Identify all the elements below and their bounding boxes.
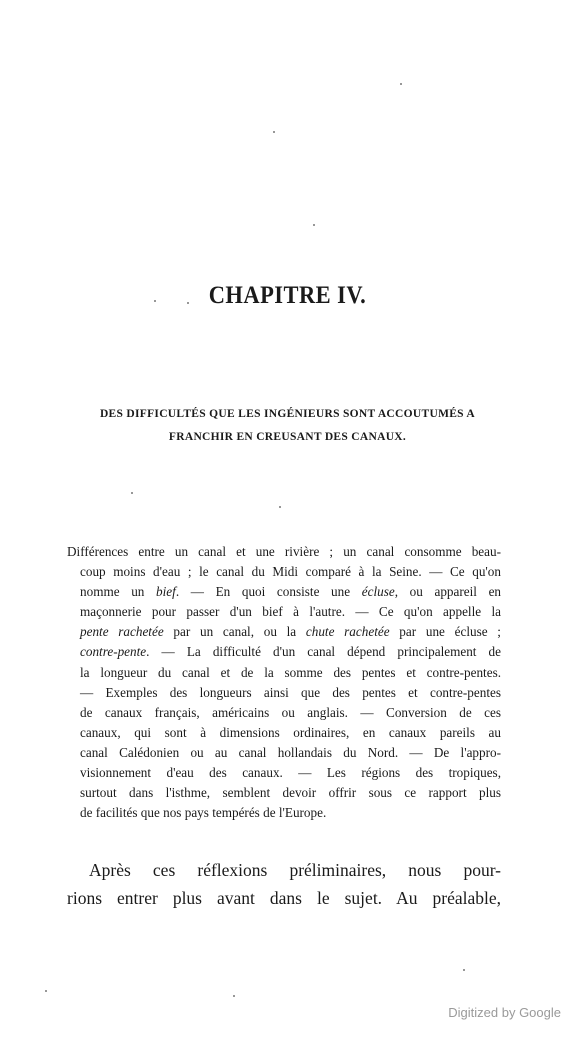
summary-term-chute-rachetee: chute rachetée [305, 624, 390, 640]
scan-speck [233, 995, 235, 997]
body-line: rions entrer plus avant dans le sujet. Au préalable, [67, 888, 501, 908]
scan-speck [45, 990, 47, 992]
summary-line: Différences entre un canal et une rivière ; un canal consomme beau- [67, 544, 501, 559]
summary-line: canal Calédonien ou au canal hollandais du Nord. — De l'appro- [80, 744, 501, 760]
scan-speck [463, 969, 465, 971]
scan-speck [279, 506, 281, 508]
summary-term-pente-rachetee: pente rachetée [80, 624, 164, 640]
summary-line: la longueur du canal et de la somme des pentes et contre-pentes. [80, 664, 501, 680]
summary-term-bief: bief [156, 584, 176, 600]
chapter-title: CHAPITRE IV. [208, 282, 367, 309]
summary-line: de facilités que nos pays tempérés de l'Europe. [80, 805, 327, 821]
summary-line: de canaux français, américains ou anglais. — Conversion de ces [80, 704, 501, 720]
scan-speck [131, 492, 133, 494]
scan-speck [273, 131, 275, 133]
summary-line: — Exemples des longueurs ainsi que des pentes et contre-pentes [80, 684, 501, 700]
summary-line: nomme un bief. — En quoi consiste une écluse, ou appareil en [80, 584, 502, 600]
chapter-summary [67, 542, 501, 823]
summary-line: contre-pente. — La difficulté d'un canal dépend principalement de [80, 644, 501, 660]
summary-line: maçonnerie pour passer d'un bief à l'autre. — Ce qu'on appelle la [80, 604, 501, 620]
scan-speck [154, 300, 156, 302]
chapter-subtitle-line-1: DES DIFFICULTÉS QUE LES INGÉNIEURS SONT ACCOUTUMÉS A [99, 408, 476, 420]
summary-term-ecluse: écluse [361, 584, 395, 600]
summary-term-contre-pente: contre-pente [80, 644, 147, 660]
scan-speck [187, 302, 189, 304]
scan-speck [313, 224, 315, 226]
summary-line: visionnement d'eau des canaux. — Les régions des tropiques, [80, 765, 501, 781]
chapter-subtitle-line-2: FRANCHIR EN CREUSANT DES CANAUX. [168, 431, 407, 443]
summary-line: surtout dans l'isthme, semblent devoir offrir sous ce rapport plus [80, 785, 501, 801]
summary-line: canaux, qui sont à dimensions ordinaires, en canaux pareils au [80, 724, 501, 740]
digitized-watermark: Digitized by Google [448, 1005, 561, 1020]
body-line: Après ces réflexions préliminaires, nous pour- [89, 860, 501, 880]
body-paragraph [67, 856, 501, 912]
scan-speck [400, 83, 402, 85]
summary-line: pente rachetée par un canal, ou la chute rachetée par une écluse ; [80, 624, 501, 640]
summary-line: coup moins d'eau ; le canal du Midi comparé à la Seine. — Ce qu'on [80, 564, 501, 580]
